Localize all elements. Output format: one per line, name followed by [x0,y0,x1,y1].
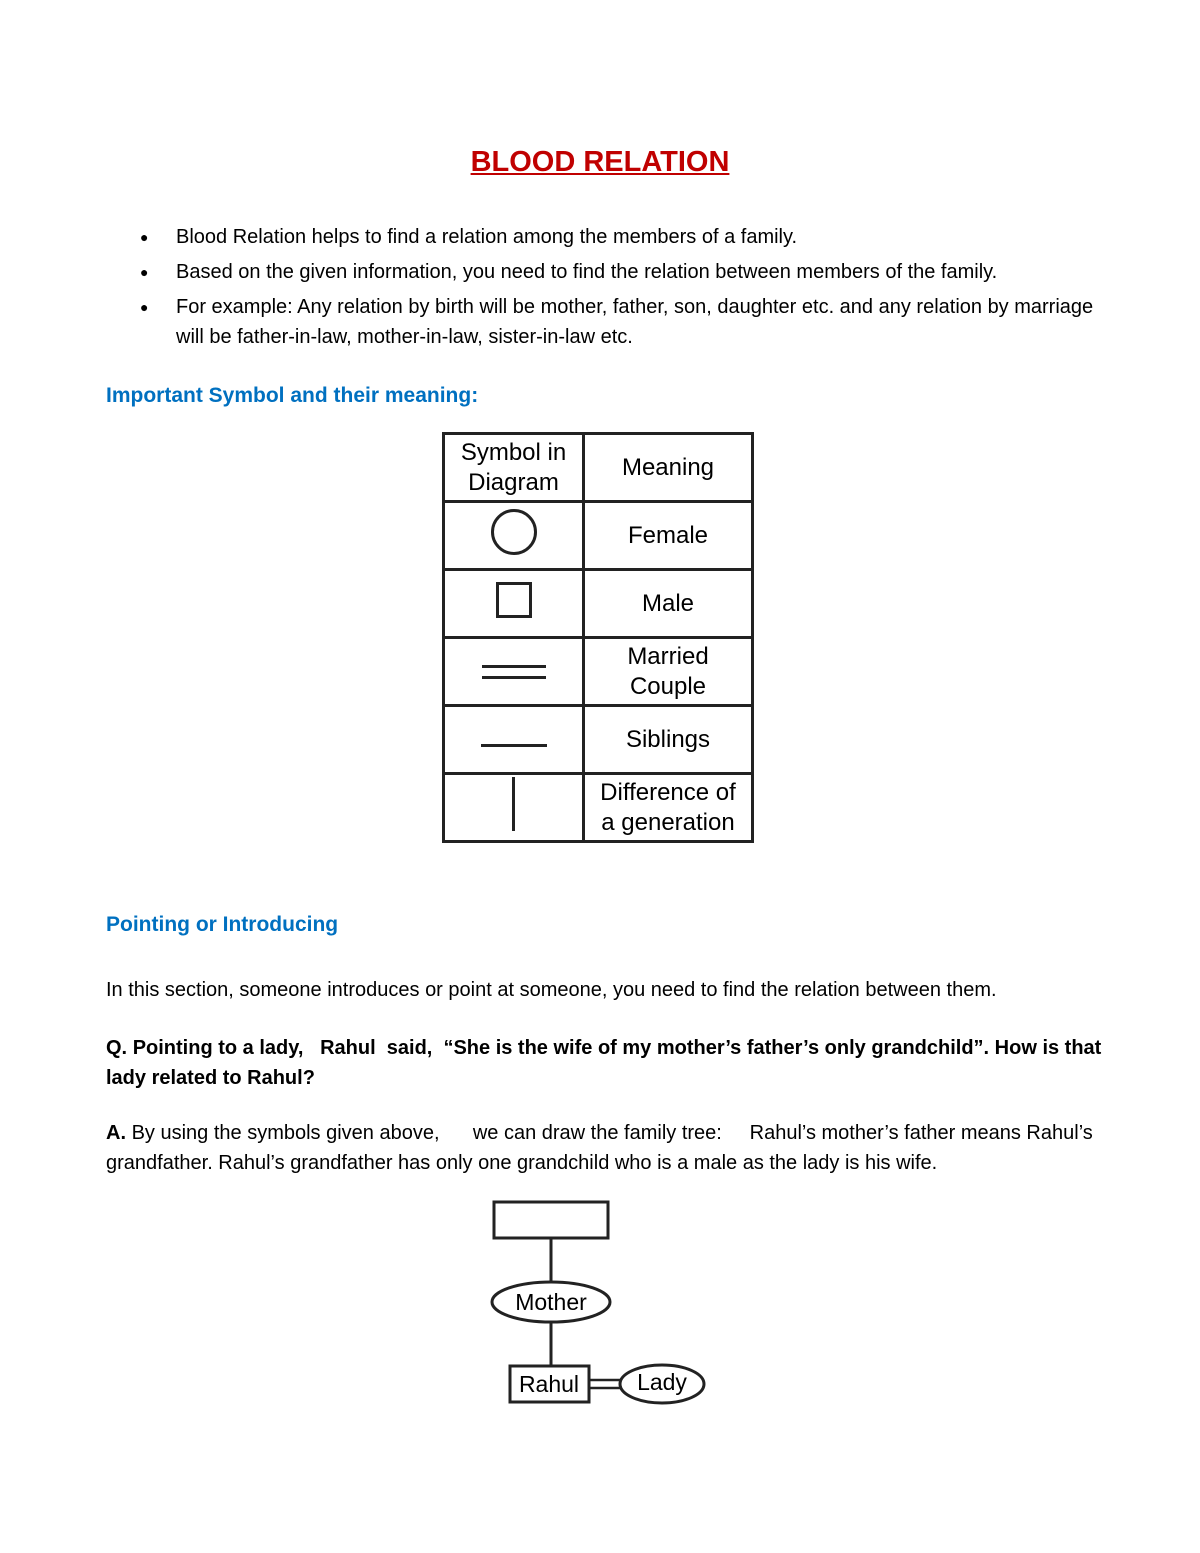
table-row [444,706,753,774]
family-tree-diagram [480,1190,720,1420]
answer-label: A. [106,1122,126,1144]
lady-label: Lady [637,1369,687,1395]
meaning-line2: a generation [601,808,735,836]
rahul-label: Rahul [518,1371,580,1397]
header-symbol-line1: Symbol in [460,438,567,466]
answer-text [106,1118,1106,1178]
symbols-heading: Important Symbol and their meaning: [106,384,479,407]
table-row [444,570,753,638]
answer-body: By using the symbols given above, we can draw the family tree: Rahul’s mother’s father means Rahul’s grandfather. Rahul’s grandfather has only one grandchild who is a male as the lady is his wife. [106,1122,1099,1174]
circle-icon [491,509,537,555]
intro-bullet-list [140,222,1100,357]
table-row [444,638,753,706]
single-line-icon [481,744,547,747]
meaning-cell: Female [584,502,753,570]
pointing-heading: Pointing or Introducing [106,913,339,936]
symbol-table [442,432,754,843]
double-line-icon [482,665,546,679]
table-row [444,774,753,842]
table-header-row [444,434,753,502]
header-meaning: Meaning [584,434,753,502]
meaning-cell [584,774,753,842]
mother-label: Mother [515,1289,587,1315]
family-tree-svg [480,1190,720,1415]
vertical-line-icon [512,777,515,831]
question-body: Pointing to a lady, Rahul said, “She is the wife of my mother’s father’s only grandchild”. How is that lady related to Rahul? [106,1037,1107,1089]
table-row [444,502,753,570]
page-title: BLOOD RELATION [470,146,730,178]
square-icon [496,582,532,618]
meaning-line2: Couple [629,672,707,700]
meaning-cell [584,638,753,706]
bullet-item: ● For example: Any relation by birth will be mother, father, son, daughter etc. and any relation by marriage will be father-in-law, mother-in-law, sister-in-law etc. [140,292,1100,352]
question-text [106,1033,1106,1093]
header-symbol-line2: Diagram [468,468,559,496]
meaning-line1: Married [627,642,709,670]
header-symbol [444,434,584,502]
bullet-item: ● Based on the given information, you need to find the relation between members of the family. [140,257,1100,287]
question-label: Q. [106,1037,128,1059]
bullet-item: ● Blood Relation helps to find a relation among the members of a family. [140,222,1100,252]
grandfather-box [494,1202,608,1238]
section-intro: In this section, someone introduces or point at someone, you need to find the relation between them. [106,979,997,1001]
meaning-line1: Difference of [600,778,736,806]
meaning-cell: Male [584,570,753,638]
meaning-cell: Siblings [584,706,753,774]
